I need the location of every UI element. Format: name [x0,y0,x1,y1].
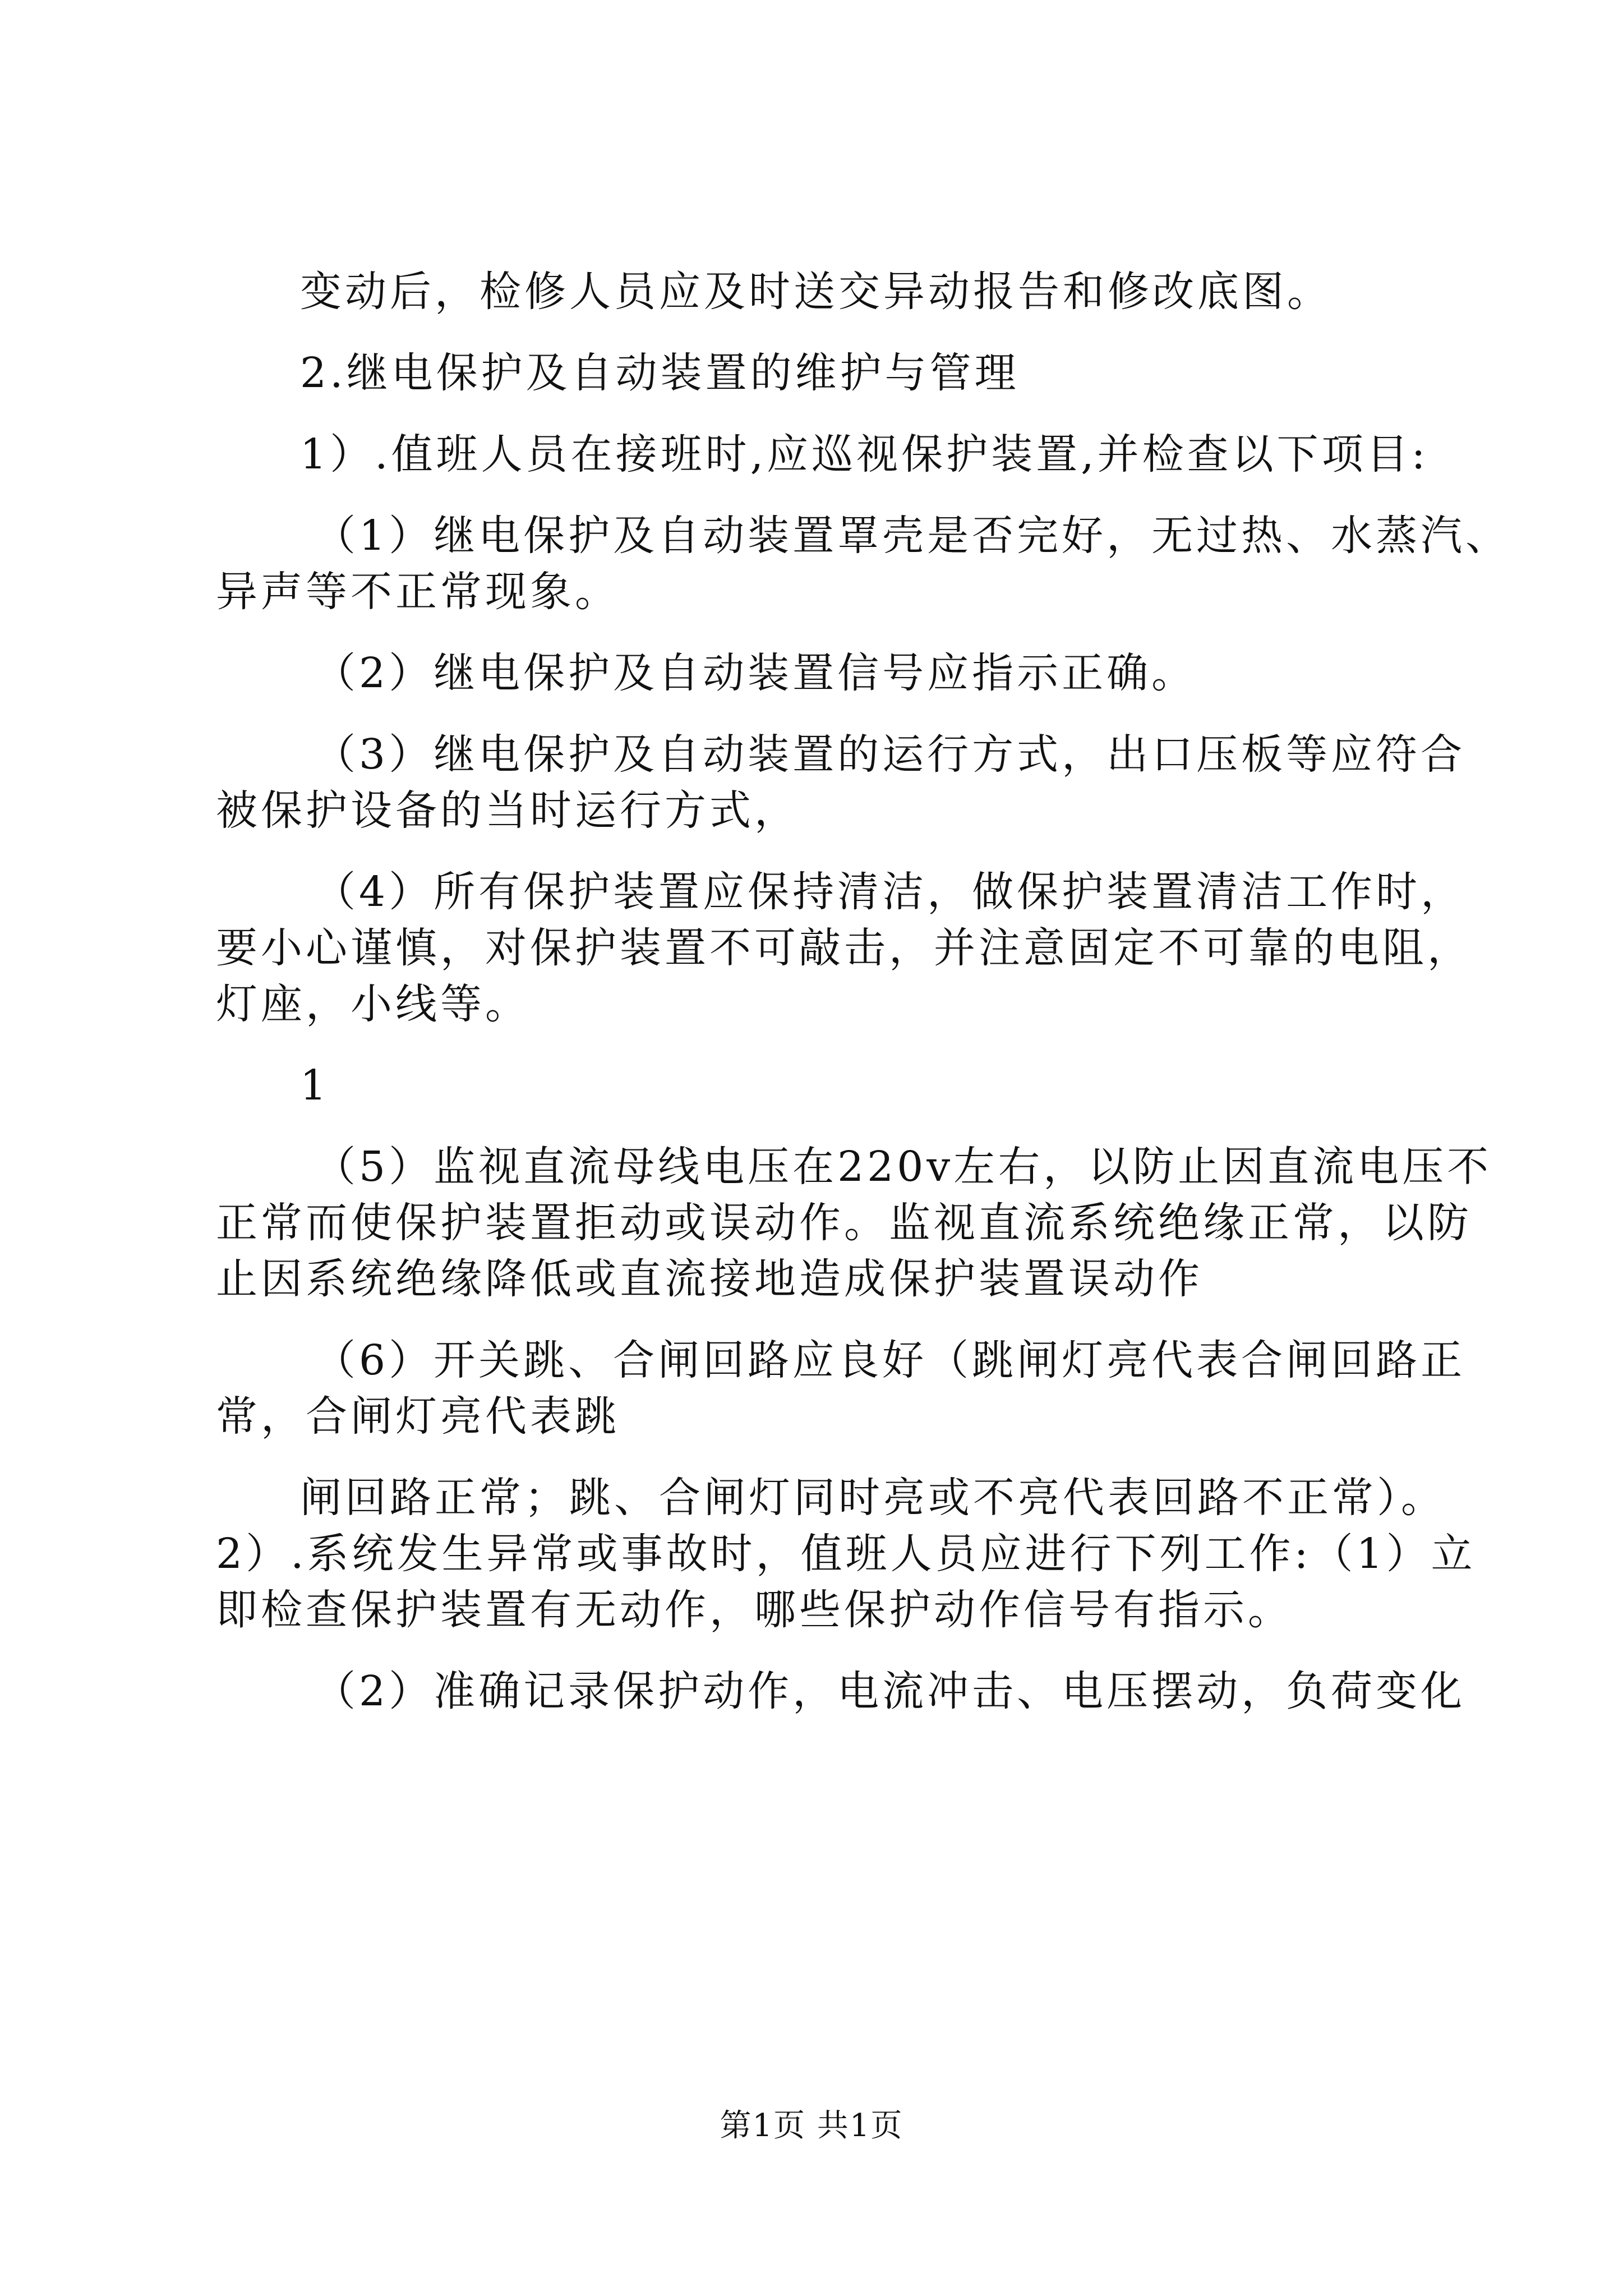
text-line: （6）开关跳、合闸回路应良好（跳闸灯亮代表合闸回路正 [314,1336,1466,1384]
text-line: 闸回路正常；跳、合闸灯同时亮或不亮代表回路不正常）。 [300,1474,1446,1522]
text-line: 常，合闸灯亮代表跳 [216,1392,620,1441]
text-line: （5）监视直流母线电压在220v左右，以防止因直流电压不 [314,1143,1492,1191]
text-line: 被保护设备的当时运行方式， [216,786,799,835]
inline-page-number: 1 [300,1061,330,1110]
text-line: （2）准确记录保护动作，电流冲击、电压摆动，负荷变化 [314,1667,1466,1715]
text-line: （3）继电保护及自动装置的运行方式，出口压板等应符合 [314,730,1466,779]
text-line: （1）继电保护及自动装置罩壳是否完好，无过热、水蒸汽、 [314,512,1511,560]
page-footer: 第1页 共1页 [720,2108,903,2144]
text-line: 灯座，小线等。 [216,980,530,1028]
text-line: 止因系统绝缘降低或直流接地造成保护装置误动作 [216,1255,1203,1303]
text-line: 2）.系统发生异常或事故时，值班人员应进行下列工作:（1）立 [216,1530,1476,1578]
text-line: 异声等不正常现象。 [216,568,620,616]
document-body [216,264,1511,1719]
text-line: 即检查保护装置有无动作，哪些保护动作信号有指示。 [216,1586,1293,1634]
text-line: （2）继电保护及自动装置信号应指示正确。 [314,649,1197,697]
section-heading: 2.继电保护及自动装置的维护与管理 [300,349,1020,397]
text-line: 正常而使保护装置拒动或误动作。监视直流系统绝缘正常，以防 [216,1199,1472,1247]
text-line: 变动后，检修人员应及时送交异动报告和修改底图。 [300,268,1332,316]
text-line: （4）所有保护装置应保持清洁，做保护装置清洁工作时， [314,868,1466,916]
text-line: 1）.值班人员在接班时,应巡视保护装置,并检查以下项目: [300,430,1429,478]
text-line: 要小心谨慎，对保护装置不可敲击，并注意固定不可靠的电阻， [216,924,1472,972]
